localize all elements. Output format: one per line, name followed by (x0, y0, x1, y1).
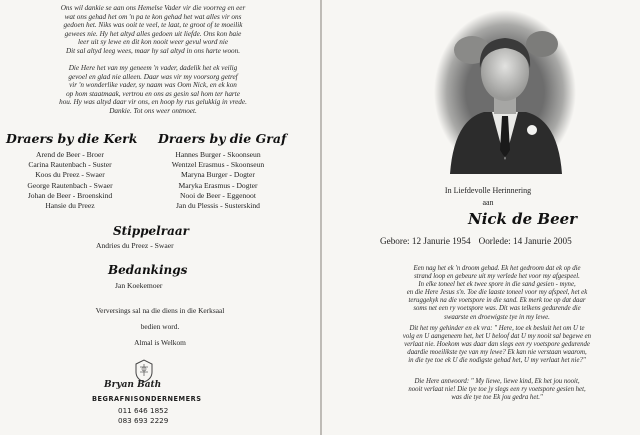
list-item: Koos du Preez - Swaer (35, 170, 105, 180)
poem-line: in die tye toe ek U die nodigste gehad het, U my verlaat het nie?" (408, 357, 586, 365)
church-bearers-heading: Draers by die Kerk (6, 131, 138, 146)
undertaker-tagline: BEGRAFNISONDERNEMERS (92, 395, 202, 403)
poem-line: was die tye toe Ek jou gedra het." (451, 394, 543, 402)
poem-line: swaarste en droewigste tye in my lewe. (444, 313, 550, 321)
portrait-photo (434, 10, 576, 174)
memorial-intro-line: aan (482, 198, 494, 207)
poem-line: hou. Hy was altyd daar vir ons, en hoop hy rus gelukkig in vrede. (59, 98, 247, 107)
list-item: Hansie du Preez (45, 201, 95, 211)
poem-line: daardie moeilikste tye van my lewe? Ek kan nie verstaan waarom, (407, 349, 587, 357)
list-item: Maryna Burger - Dogter (181, 170, 255, 180)
refreshments-line: bedien word. (140, 322, 180, 331)
footprints-stanza-1 (372, 265, 622, 322)
poem-line: gewees nie. Hy het altyd alles gedoen uit liefde. Ons kon baie (64, 29, 242, 38)
poem-line: wat ons gehad het om 'n pa te kon gehad het wat alles vir ons (64, 12, 242, 21)
grave-bearers-list (148, 150, 288, 211)
list-item: George Rautenbach - Swaer (27, 180, 113, 190)
list-item: Maryka Erasmus - Dogter (178, 180, 258, 190)
list-item: Arend de Beer - Broer (36, 150, 104, 159)
poem-line: soms net een ry voetspore was. Dit was telkens gedurende die (413, 305, 581, 313)
birth-date: Gebore: 12 Janurie 1954 (380, 236, 471, 246)
poem-line: gedoen het. Niks was ooit te veel, te laat, te groot of te moeilik (63, 21, 243, 30)
footprints-stanza-2 (372, 325, 622, 365)
right-page (322, 0, 640, 435)
deceased-name: Nick de Beer (468, 210, 578, 228)
stippelraar-name: Andries du Preez - Swaer (96, 241, 174, 250)
poem-line: Die Here het van my geneem 'n vader, dadelik het ek veilig (68, 64, 238, 72)
poem-line: en die Here Jesus s'n. Toe die laaste toneel voor my afspeel, het ek (406, 289, 588, 297)
refreshments-line: Verversings sal na die diens in die Kerksaal (95, 306, 225, 315)
poem-line: nooit verlaat nie! Die tye toe jy slegs een ry voetspore gesien het, (408, 386, 586, 394)
poem-line: strand loop en gebeure uit my verlede het voor my afgespeel. (414, 273, 580, 281)
list-item: Hannes Burger - Skoonseun (175, 150, 261, 159)
stippelraar-heading: Stippelraar (113, 224, 189, 238)
list-item: Johan de Beer - Broenskind (27, 190, 113, 200)
list-item: Wentzel Erasmus - Skoonseun (171, 160, 265, 170)
thanks-heading: Bedankings (108, 263, 188, 277)
poem-line: Dankie. Tot ons weer ontmoet. (109, 106, 197, 115)
poem-line: gevoel en glad nie alleen. Daar was vir my voorsorg getref (68, 72, 238, 81)
poem-line: op hom staatmaak, vertrou en ons as gesin sal hom ter harte (66, 89, 240, 98)
poem-line: Dit het my gehinder en ek vra: " Here, toe ek besluit het om U te (409, 325, 585, 332)
poem-line: In elke toneel het ek twee spore in die sand gesien - myne, (418, 281, 576, 289)
poem-bottom (30, 64, 276, 116)
life-dates (380, 236, 572, 246)
poem-line: volg en U aangeneem het, het U beloof dat U my nooit sal begewe en (402, 333, 592, 341)
poem-line: Ons wil dankie se aan ons Hemelse Vader vir die voorreg en eer (60, 4, 246, 12)
poem-line: leer uit sy lewe en dit kon nooit weer gevul word nie (77, 38, 229, 47)
phone-number: 011 646 1852 (118, 406, 169, 415)
poem-line: Dit sal altyd leeg wees, maar hy sal altyd in ons harte woon. (65, 46, 241, 55)
poem-top (30, 4, 276, 56)
memorial-intro-line: In Liefdevolle Herinnering (444, 186, 532, 195)
list-item: Jan du Plessis - Susterskind (176, 201, 260, 211)
poem-line: teruggekyk na die voetspore in die sand. Ek merk toe op dat daar (408, 297, 586, 305)
thanks-name: Jan Koekemoer (115, 281, 163, 290)
undertaker-name: Bryan Bath (104, 380, 162, 390)
grave-bearers-heading: Draers by die Graf (158, 131, 287, 146)
church-bearers-list (10, 150, 130, 211)
poem-line: Die Here antwoord: " My liewe, liewe kind, Ek het jou nooit, (414, 378, 580, 385)
list-item: Carina Rautenbach - Suster (28, 160, 112, 170)
refreshments-line: Almal is Welkom (134, 338, 186, 347)
footprints-stanza-3 (372, 378, 622, 402)
list-item: Nooi de Beer - Eggenoot (180, 190, 256, 200)
memorial-intro (400, 185, 576, 209)
phone-number: 083 693 2229 (118, 416, 169, 425)
poem-line: vir 'n wonderlike vader, sy naam was Oom Nick, en ek kon (69, 81, 237, 90)
poem-line: verlaat nie. Hoekom was daar dan slegs een ry voetspore gedurende (404, 341, 590, 349)
death-date: Oorlede: 14 Janurie 2005 (478, 236, 572, 246)
poem-line: Een nag het ek 'n droom gehad. Ek het gedroom dat ek op die (413, 265, 581, 272)
